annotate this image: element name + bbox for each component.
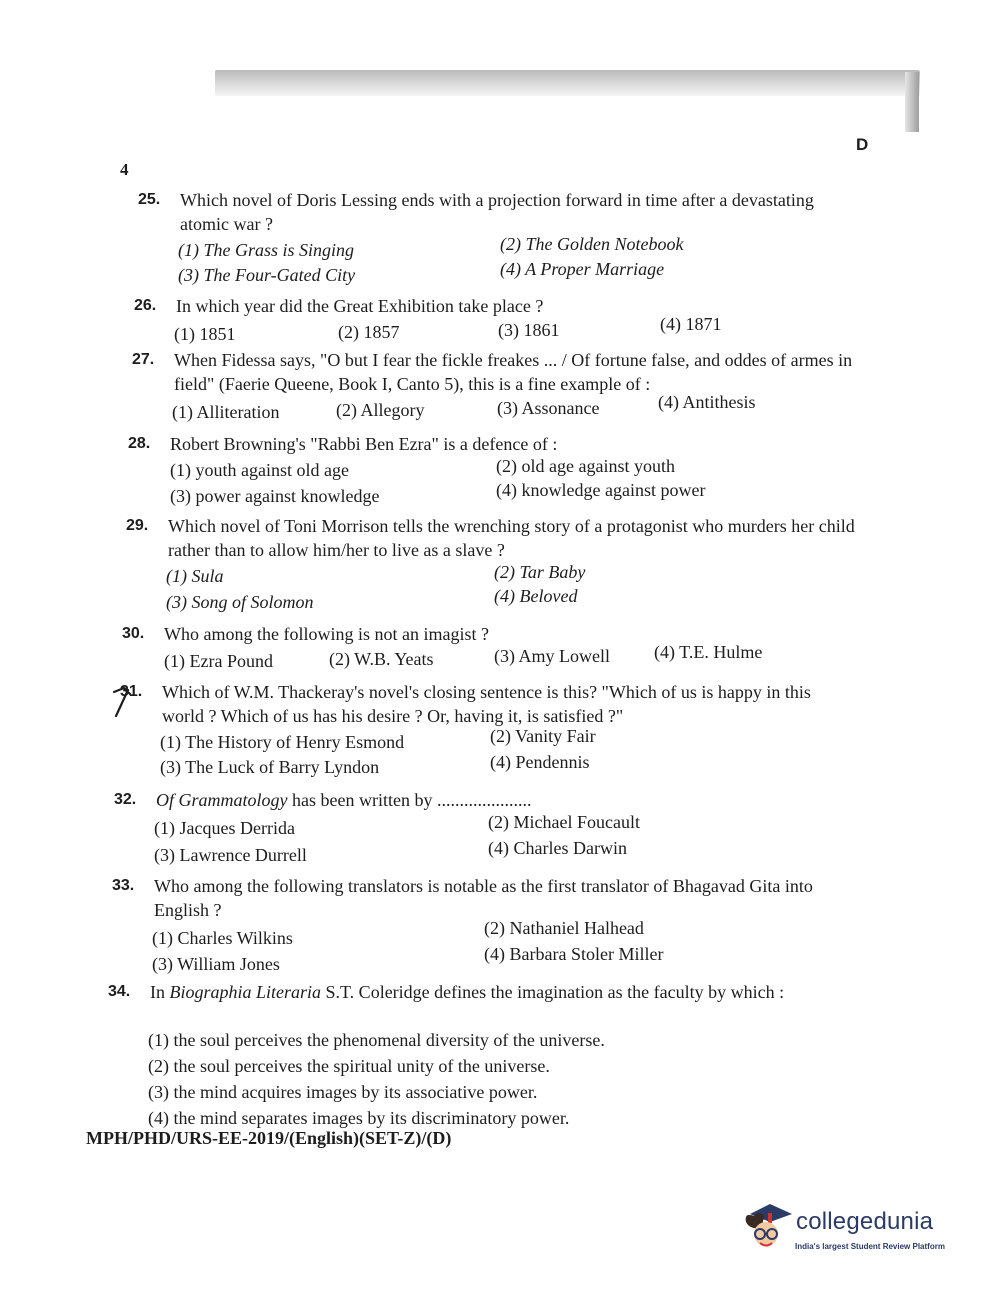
question-number: 31. bbox=[120, 683, 143, 700]
option-2: (2) Vanity Fair bbox=[490, 726, 596, 746]
option-2: (2) old age against youth bbox=[496, 456, 675, 476]
handwritten-tick-mark bbox=[110, 686, 138, 720]
option-1: (1) 1851 bbox=[174, 324, 236, 344]
option-3: (3) The Four-Gated City bbox=[178, 265, 356, 285]
stem-text: S.T. Coleridge defines the imagination as the faculty by which : bbox=[321, 982, 785, 1002]
option-3: (3) Lawrence Durrell bbox=[154, 845, 307, 865]
option-1: (1) Alliteration bbox=[172, 402, 280, 422]
option-3: (3) Amy Lowell bbox=[494, 646, 610, 666]
question-number: 34. bbox=[108, 983, 131, 1000]
option-2: (2) Allegory bbox=[336, 400, 425, 420]
option-4: (4) Beloved bbox=[494, 586, 578, 606]
option-4: (4) 1871 bbox=[660, 314, 722, 334]
question-number: 29. bbox=[126, 517, 149, 534]
option-4: (4) Barbara Stoler Miller bbox=[484, 944, 664, 964]
question-stem bbox=[150, 980, 855, 1004]
option-1: (1) The History of Henry Esmond bbox=[160, 732, 405, 752]
scan-shadow bbox=[215, 70, 920, 96]
option-2: (2) Michael Foucault bbox=[488, 812, 640, 832]
scan-shadow-edge bbox=[905, 72, 919, 132]
question-stem bbox=[156, 788, 856, 812]
option-4: (4) T.E. Hulme bbox=[654, 642, 763, 662]
option-3: (3) power against knowledge bbox=[170, 486, 380, 506]
question-stem: Who among the following is not an imagist ? bbox=[164, 624, 489, 644]
option-2: (2) the soul perceives the spiritual unity of the universe. bbox=[148, 1056, 550, 1076]
stem-prefix: In bbox=[150, 982, 170, 1002]
question-number: 33. bbox=[112, 877, 135, 894]
option-3: (3) William Jones bbox=[152, 954, 280, 974]
question-stem: Who among the following translators is notable as the first translator of Bhagavad Gita into English ? bbox=[154, 876, 813, 920]
option-4: (4) Antithesis bbox=[658, 392, 756, 412]
page-number: 4 bbox=[120, 160, 129, 179]
option-1: (1) Ezra Pound bbox=[164, 651, 273, 671]
option-3: (3) 1861 bbox=[498, 320, 560, 340]
option-4: (4) the mind separates images by its discriminatory power. bbox=[148, 1108, 570, 1128]
option-3: (3) The Luck of Barry Lyndon bbox=[160, 757, 380, 777]
option-3: (3) the mind acquires images by its associative power. bbox=[148, 1082, 538, 1102]
option-3: (3) Assonance bbox=[497, 398, 600, 418]
option-2: (2) Nathaniel Halhead bbox=[484, 918, 644, 938]
option-2: (2) 1857 bbox=[338, 322, 400, 342]
option-4: (4) knowledge against power bbox=[496, 480, 706, 500]
option-1: (1) the soul perceives the phenomenal diversity of the universe. bbox=[148, 1030, 605, 1050]
option-1: (1) youth against old age bbox=[170, 460, 349, 480]
option-4: (4) Pendennis bbox=[490, 752, 590, 772]
question-stem: Robert Browning's "Rabbi Ben Ezra" is a defence of : bbox=[170, 434, 558, 454]
question-number: 28. bbox=[128, 435, 151, 452]
question-number: 27. bbox=[132, 351, 155, 368]
option-2: (2) Tar Baby bbox=[494, 562, 586, 582]
question-stem: Which of W.M. Thackeray's novel's closing sentence is this? "Which of us is happy in this world ? Which of us has his desire ? Or, having it, is satisfied ?" bbox=[162, 682, 811, 726]
option-3: (3) Song of Solomon bbox=[166, 592, 314, 612]
collegedunia-logo bbox=[740, 1198, 962, 1258]
option-2: (2) W.B. Yeats bbox=[329, 649, 434, 669]
set-letter: D bbox=[856, 135, 869, 154]
exam-code-footer: MPH/PHD/URS-EE-2019/(English)(SET-Z)/(D) bbox=[86, 1128, 452, 1148]
question-number: 30. bbox=[122, 625, 145, 642]
option-2: (2) The Golden Notebook bbox=[500, 234, 684, 254]
question-number: 25. bbox=[138, 191, 161, 208]
option-1: (1) Sula bbox=[166, 566, 224, 586]
option-1: (1) The Grass is Singing bbox=[178, 240, 355, 260]
option-1: (1) Charles Wilkins bbox=[152, 928, 293, 948]
graduate-mascot-icon bbox=[740, 1200, 794, 1256]
question-stem: In which year did the Great Exhibition take place ? bbox=[176, 296, 544, 316]
brand-tagline: India's largest Student Review Platform bbox=[795, 1242, 945, 1251]
question-number: 26. bbox=[134, 297, 157, 314]
question-stem: Which novel of Doris Lessing ends with a projection forward in time after a devastating atomic war ? bbox=[180, 190, 814, 234]
option-4: (4) A Proper Marriage bbox=[500, 259, 665, 279]
question-number: 32. bbox=[114, 791, 137, 808]
question-stem: Which novel of Toni Morrison tells the wrenching story of a protagonist who murders her child rather than to allow him/her to live as a slave ? bbox=[168, 516, 855, 560]
option-1: (1) Jacques Derrida bbox=[154, 818, 295, 838]
question-stem: When Fidessa says, "O but I fear the fickle freakes ... / Of fortune false, and oddes of armes in field" (Faerie Queene, Book I, Canto 5), this is a fine example of : bbox=[174, 350, 853, 394]
stem-text: has been written by ..................... bbox=[287, 790, 532, 810]
brand-name: collegedunia bbox=[796, 1208, 934, 1235]
option-4: (4) Charles Darwin bbox=[488, 838, 627, 858]
book-title: Of Grammatology bbox=[156, 790, 288, 810]
book-title: Biographia Literaria bbox=[169, 982, 322, 1002]
